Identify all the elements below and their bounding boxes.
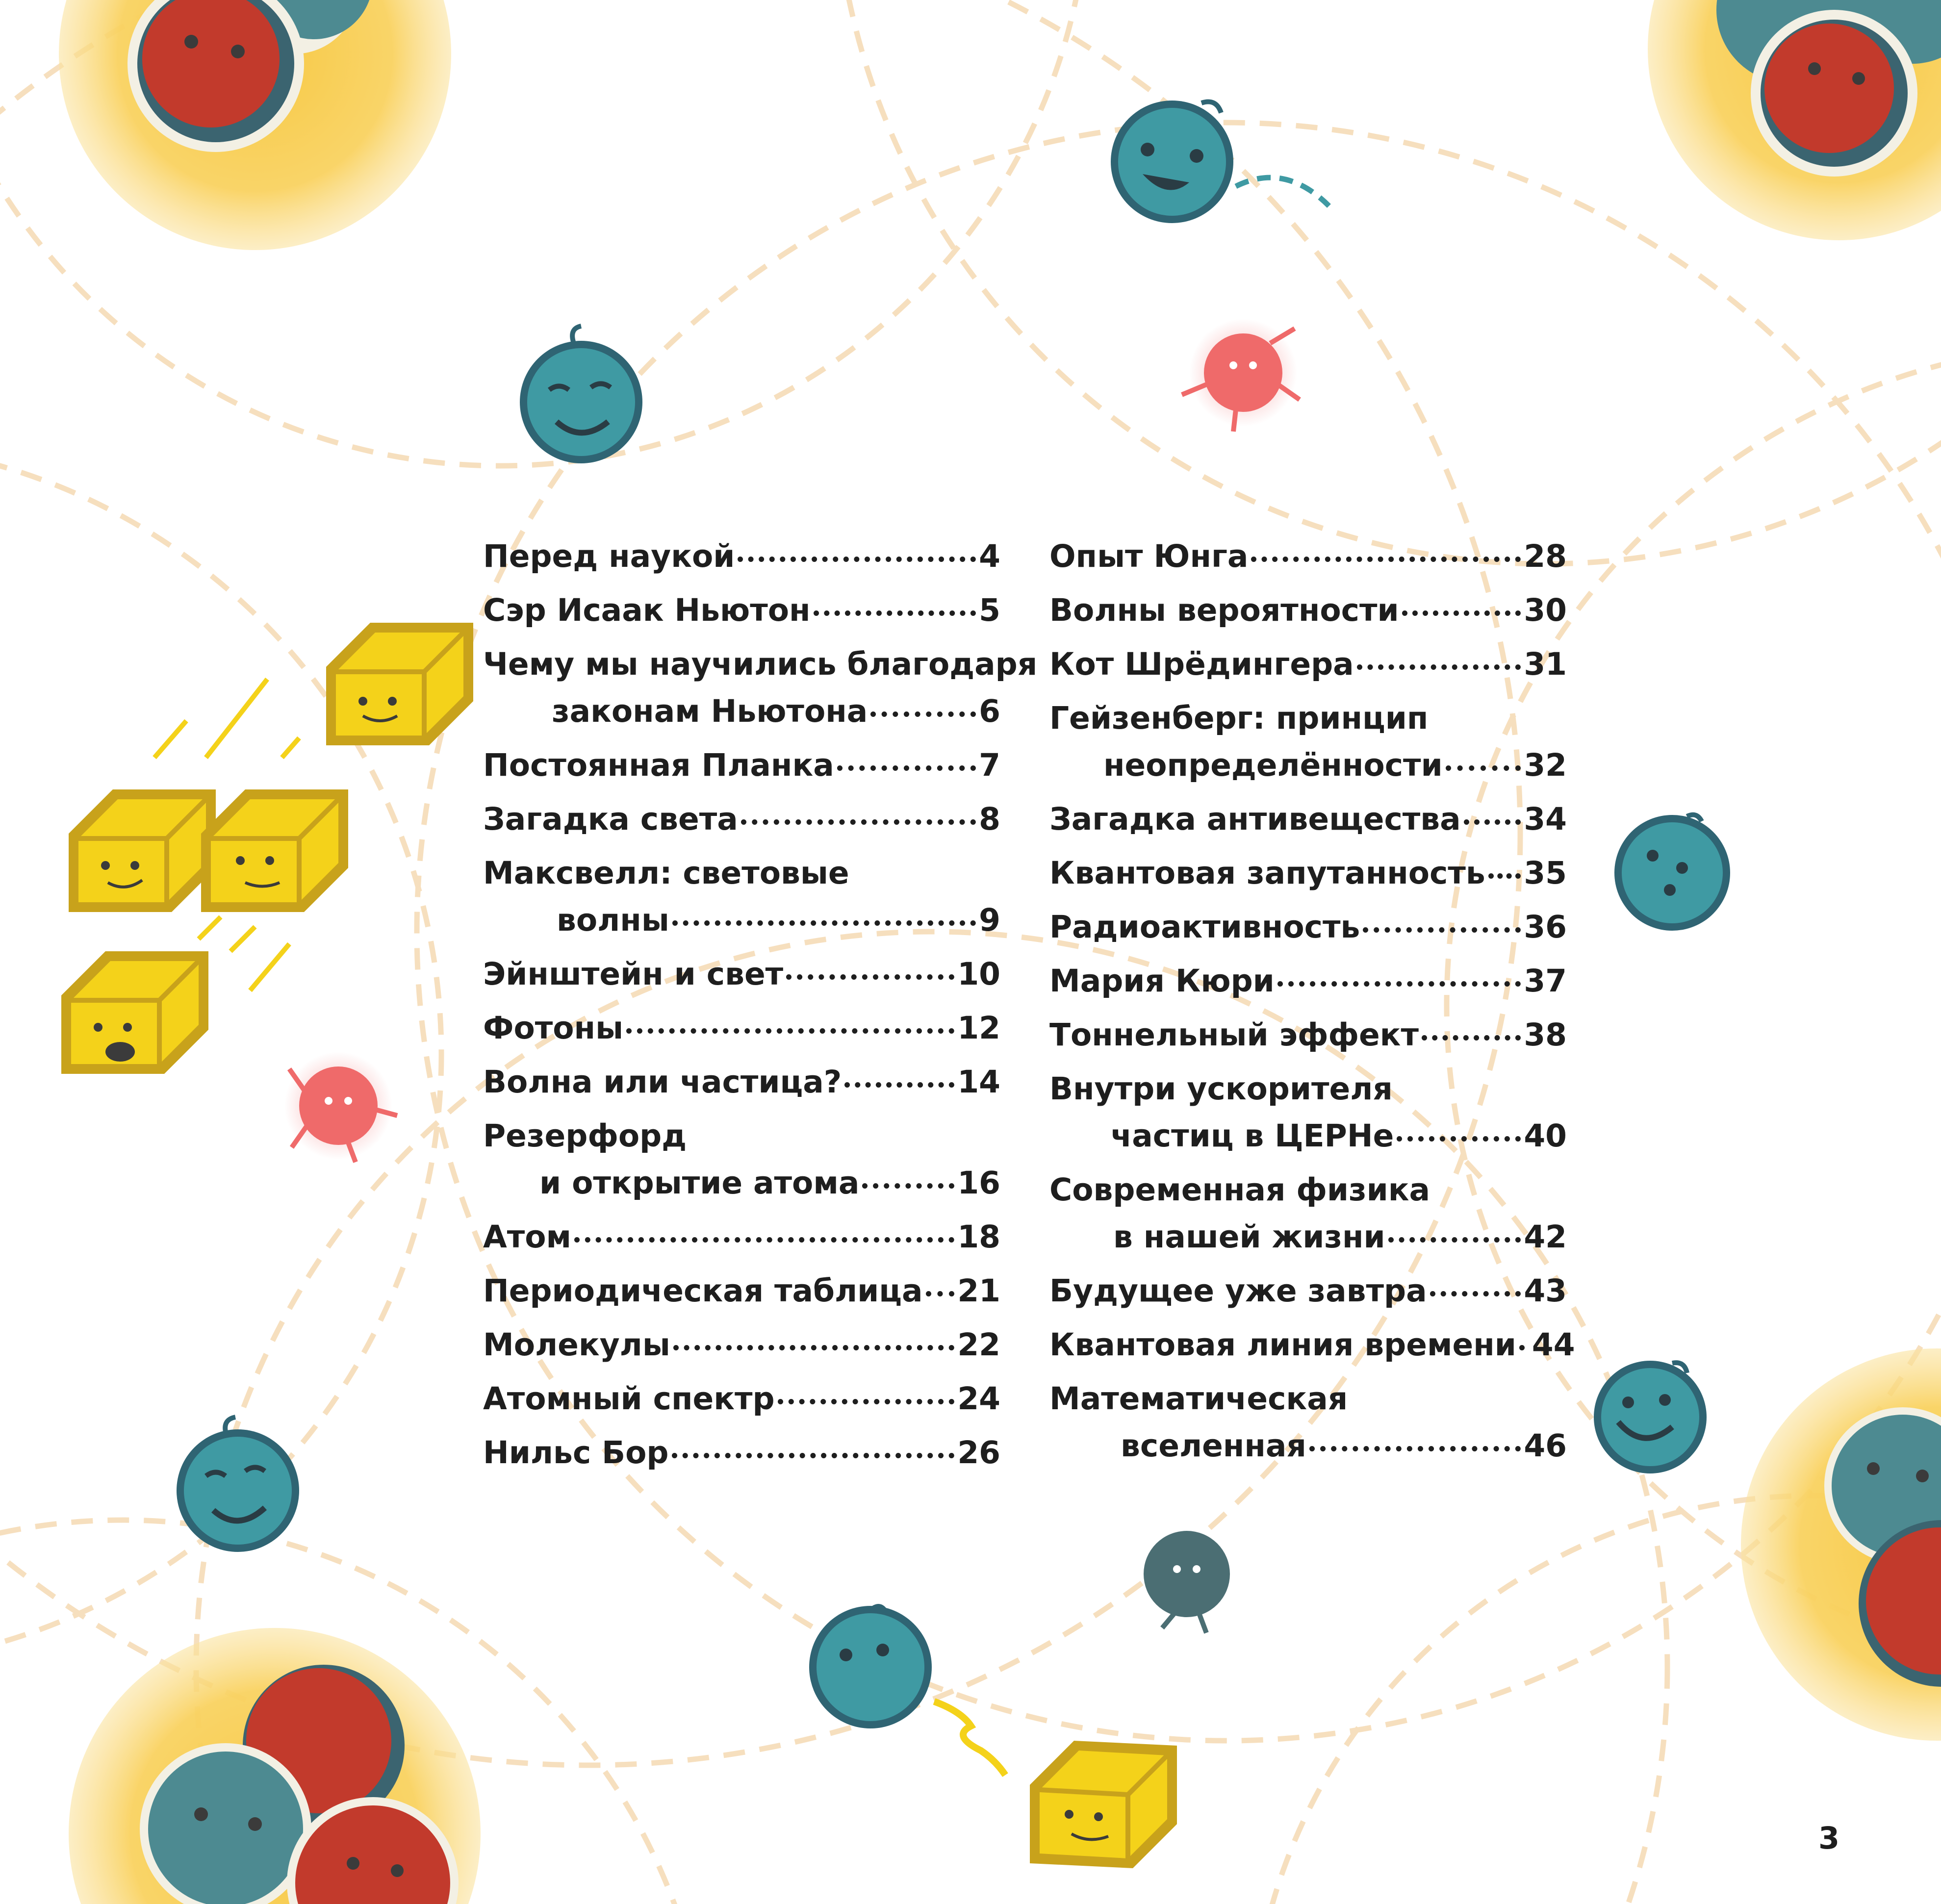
toc-entry-page: 9	[979, 902, 1000, 938]
toc-entry-page: 6	[979, 693, 1000, 729]
toc-entry-title-continued: и открытие атома	[539, 1165, 860, 1201]
toc-entry-page: 10	[957, 956, 1000, 992]
toc-entry-title: Атом	[483, 1219, 572, 1255]
toc-entry-page: 34	[1524, 801, 1567, 837]
toc-entry[interactable]	[1049, 954, 1567, 1008]
toc-entry[interactable]	[1049, 1264, 1567, 1318]
dot-leader	[1277, 981, 1521, 987]
dot-leader	[1519, 1345, 1529, 1350]
toc-entry-page: 26	[957, 1435, 1000, 1471]
toc-entry-title: Нильс Бор	[483, 1435, 669, 1471]
teal-ball-face	[1111, 101, 1329, 223]
toc-entry-title: Квантовая линия времени	[1049, 1327, 1516, 1363]
dot-leader	[926, 1291, 955, 1296]
toc-entry-title: Резерфорд	[483, 1118, 687, 1154]
toc-entry[interactable]	[1049, 1062, 1567, 1163]
toc-entry-page: 18	[957, 1219, 1000, 1255]
dot-leader	[1251, 557, 1521, 562]
dot-leader	[574, 1237, 954, 1243]
toc-entry-page: 5	[979, 592, 1000, 628]
toc-entry-page: 28	[1524, 538, 1567, 574]
yellow-glow-sphere-top-left	[59, 0, 451, 250]
dot-leader	[738, 557, 976, 562]
yellow-cube-face	[326, 623, 473, 745]
toc-entry-title: Максвелл: световые	[483, 855, 849, 891]
toc-entry[interactable]	[483, 1372, 1000, 1426]
pink-particle	[284, 1052, 397, 1162]
pink-particle	[1182, 319, 1300, 432]
toc-entry[interactable]	[483, 1055, 1000, 1109]
toc-entry-title: Квантовая запутанность	[1049, 855, 1485, 891]
dot-leader	[1397, 1136, 1521, 1142]
dot-leader	[862, 1183, 954, 1189]
toc-entry-title: Волна или частица?	[483, 1064, 842, 1100]
toc-entry-page: 24	[957, 1381, 1000, 1417]
toc-entry[interactable]	[1049, 691, 1567, 792]
toc-entry-title: Кот Шрёдингера	[1049, 646, 1354, 682]
toc-entry-title: Загадка света	[483, 801, 738, 837]
toc-entry[interactable]	[1049, 1163, 1567, 1264]
toc-left-column	[483, 530, 1038, 1480]
toc-entry[interactable]	[1049, 637, 1567, 691]
toc-entry-title-continued: вселенная	[1121, 1428, 1306, 1464]
dark-particle	[1144, 1531, 1230, 1633]
toc-entry-page: 36	[1524, 909, 1567, 945]
toc-entry-title-continued: в нашей жизни	[1113, 1219, 1385, 1255]
toc-entry-page: 8	[979, 801, 1000, 837]
toc-entry[interactable]	[483, 637, 1038, 738]
toc-entry-title-continued: частиц в ЦЕРНе	[1111, 1118, 1394, 1154]
toc-entry[interactable]	[483, 1426, 1000, 1480]
toc-entry-page: 44	[1532, 1327, 1575, 1363]
dot-leader	[626, 1028, 954, 1034]
toc-entry[interactable]	[483, 738, 1000, 792]
toc-entry-title: Мария Кюри	[1049, 963, 1275, 999]
toc-right-column	[1049, 530, 1575, 1473]
toc-entry-page: 32	[1524, 747, 1567, 783]
toc-entry-page: 22	[957, 1327, 1000, 1363]
toc-entry-title: Математическая	[1049, 1381, 1348, 1417]
toc-entry[interactable]	[483, 1318, 1000, 1372]
teal-ball-face	[520, 326, 642, 463]
toc-entry[interactable]	[1049, 1008, 1567, 1062]
dot-leader	[1464, 819, 1521, 825]
dot-leader	[741, 819, 976, 825]
toc-entry-title: Внутри ускорителя	[1049, 1071, 1393, 1107]
toc-entry-page: 42	[1524, 1219, 1567, 1255]
dot-leader	[786, 974, 954, 980]
page-number: 3	[1818, 1820, 1840, 1856]
toc-entry-page: 12	[957, 1010, 1000, 1046]
toc-entry[interactable]	[1049, 584, 1567, 637]
dot-leader	[778, 1399, 955, 1404]
dot-leader	[1363, 927, 1521, 933]
toc-entry-title: Волны вероятности	[1049, 592, 1399, 628]
toc-entry-title: Молекулы	[483, 1327, 670, 1363]
toc-entry-page: 21	[957, 1273, 1000, 1309]
teal-ball-face	[809, 1606, 1005, 1775]
dot-leader	[673, 1345, 955, 1350]
toc-entry-title: Периодическая таблица	[483, 1273, 923, 1309]
toc-entry-title: Тоннельный эффект	[1049, 1017, 1419, 1053]
yellow-cube-face	[1030, 1741, 1177, 1868]
toc-entry[interactable]	[1049, 846, 1567, 900]
toc-entry-title: Радиоактивность	[1049, 909, 1360, 945]
toc-entry[interactable]	[483, 530, 1000, 584]
yellow-cube-face	[61, 951, 208, 1074]
dot-leader	[672, 1453, 955, 1458]
toc-entry[interactable]	[1049, 1318, 1575, 1372]
toc-entry-title: Перед наукой	[483, 538, 735, 574]
toc-entry-title: Гейзенберг: принцип	[1049, 700, 1429, 736]
yellow-cube-face	[201, 789, 348, 912]
toc-entry[interactable]	[483, 1109, 1000, 1210]
toc-entry-page: 46	[1524, 1428, 1567, 1464]
toc-entry-page: 37	[1524, 963, 1567, 999]
dot-leader	[870, 711, 976, 717]
toc-entry-page: 16	[957, 1165, 1000, 1201]
dot-leader	[814, 610, 976, 616]
dot-leader	[1357, 664, 1521, 670]
dot-leader	[844, 1082, 954, 1088]
toc-entry-page: 30	[1524, 592, 1567, 628]
yellow-glow-sphere-bottom-right	[1741, 1348, 1941, 1741]
toc-entry-page: 4	[979, 538, 1000, 574]
toc-entry-title-continued: законам Ньютона	[552, 693, 868, 729]
toc-entry-title: Сэр Исаак Ньютон	[483, 592, 811, 628]
toc-entry-title: Фотоны	[483, 1010, 624, 1046]
dot-leader	[672, 920, 976, 926]
toc-entry-title: Постоянная Планка	[483, 747, 834, 783]
dot-leader	[1488, 873, 1521, 879]
toc-entry-page: 31	[1524, 646, 1567, 682]
toc-entry-title: Современная физика	[1049, 1172, 1430, 1208]
dot-leader	[1422, 1035, 1521, 1041]
yellow-glow-sphere-top-right	[1648, 0, 1941, 240]
toc-entry-page: 14	[957, 1064, 1000, 1100]
toc-entry-title-continued: волны	[557, 902, 669, 938]
toc-entry[interactable]	[1049, 530, 1567, 584]
toc-entry-title: Чему мы научились благодаря	[483, 646, 1038, 682]
teal-ball-face	[177, 1417, 299, 1552]
toc-entry[interactable]	[1049, 900, 1567, 954]
dot-leader	[1388, 1237, 1521, 1243]
dot-leader	[837, 765, 976, 771]
toc-entry-title: Атомный спектр	[483, 1381, 775, 1417]
toc-entry-page: 43	[1524, 1273, 1567, 1309]
toc-entry-page: 38	[1524, 1017, 1567, 1053]
teal-ball-face	[1594, 1361, 1707, 1473]
dot-leader	[1309, 1446, 1521, 1451]
teal-ball-face	[1614, 815, 1730, 931]
toc-entry[interactable]	[483, 1264, 1000, 1318]
toc-entry-page: 40	[1524, 1118, 1567, 1154]
toc-entry-title-continued: неопределённости	[1103, 747, 1443, 783]
yellow-glow-sphere-bottom-left	[69, 1628, 481, 1904]
toc-entry-title: Опыт Юнга	[1049, 538, 1249, 574]
toc-entry-title: Будущее уже завтра	[1049, 1273, 1427, 1309]
toc-entry-title: Эйнштейн и свет	[483, 956, 784, 992]
yellow-cube-face	[69, 789, 216, 912]
toc-entry[interactable]	[1049, 792, 1567, 846]
toc-entry[interactable]	[483, 947, 1000, 1001]
dot-leader	[1402, 610, 1521, 616]
toc-entry-page: 35	[1524, 855, 1567, 891]
toc-entry[interactable]	[483, 792, 1000, 846]
toc-entry[interactable]	[483, 1210, 1000, 1264]
toc-entry[interactable]	[483, 584, 1000, 637]
toc-entry-page: 7	[979, 747, 1000, 783]
dot-leader	[1446, 765, 1521, 771]
toc-entry[interactable]	[1049, 1372, 1567, 1473]
dot-leader	[1430, 1291, 1521, 1296]
toc-entry[interactable]	[483, 846, 1000, 947]
toc-entry-title: Загадка антивещества	[1049, 801, 1461, 837]
toc-entry[interactable]	[483, 1001, 1000, 1055]
